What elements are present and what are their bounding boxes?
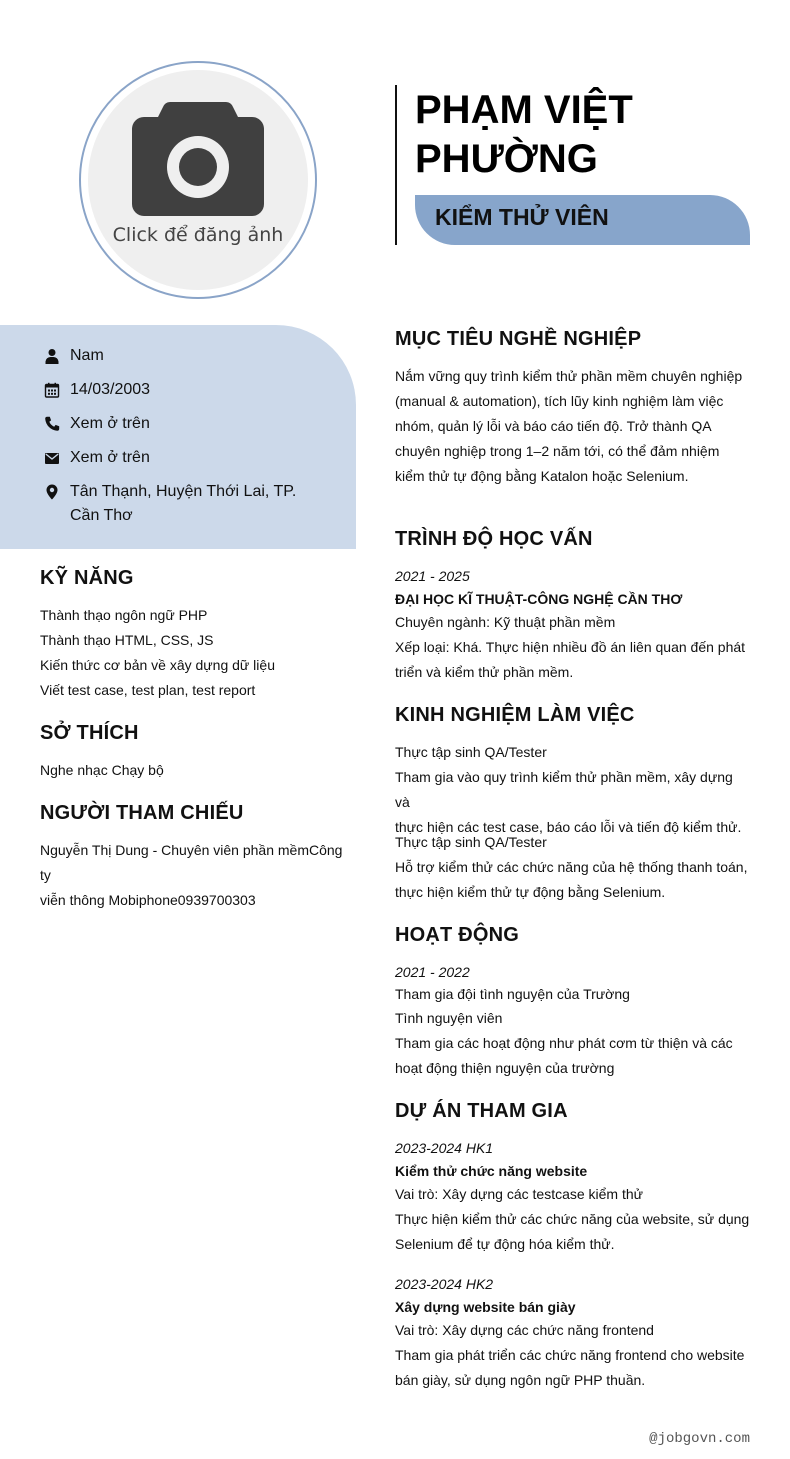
experience-role: Thực tập sinh QA/Tester (395, 834, 547, 850)
project-period: 2023-2024 HK2 (395, 1276, 494, 1292)
reference-line-2: viễn thông Mobiphone0939700303 (40, 892, 256, 908)
objective-line: chuyên nghiệp trong 1–2 năm tới, có thể đảm nhiệm (395, 443, 720, 459)
objective-line: (manual & automation), tích lũy kinh nghiệm làm việc (395, 393, 724, 409)
objective-heading: MỤC TIÊU NGHỀ NGHIỆP (395, 328, 642, 350)
contact-gender (44, 344, 334, 368)
projects-heading: DỰ ÁN THAM GIA (395, 1100, 568, 1122)
project-body (395, 1318, 750, 1393)
skills-heading: KỸ NĂNG (40, 567, 134, 589)
education-detail (395, 635, 750, 685)
activities-org: Tham gia đội tình nguyện của Trường (395, 986, 630, 1002)
experience-desc-line: Tham gia vào quy trình kiểm thử phần mềm, xây dựng và (395, 769, 733, 810)
skill-item: Kiến thức cơ bản về xây dựng dữ liệu (40, 657, 275, 673)
camera-icon[interactable] (132, 102, 264, 216)
activities-desc (395, 1031, 750, 1081)
phone-icon (44, 412, 70, 436)
project-body (395, 1182, 750, 1257)
avatar-caption[interactable]: Click để đăng ảnh (112, 224, 284, 246)
hobbies-heading: SỞ THÍCH (40, 722, 139, 744)
objective-line: Nắm vững quy trình kiểm thử phần mềm chuyên nghiệp (395, 368, 743, 384)
references-heading: NGƯỜI THAM CHIẾU (40, 802, 244, 824)
project-name: Kiểm thử chức năng website (395, 1163, 588, 1179)
objective-line: nhóm, quản lý lỗi và báo cáo tiến độ. Trở thành QA (395, 418, 712, 434)
project-desc-line: bán giày, sử dụng ngôn ngữ PHP thuần. (395, 1372, 646, 1388)
contact-birthday (44, 378, 334, 402)
contact-address (44, 480, 334, 528)
address-line-2: Cần Thơ (70, 507, 133, 524)
project-period: 2023-2024 HK1 (395, 1140, 494, 1156)
experience-role: Thực tập sinh QA/Tester (395, 744, 547, 760)
objective-text (395, 364, 750, 489)
contact-phone (44, 412, 334, 436)
activities-desc-line: Tham gia các hoạt động như phát cơm từ thiện và các (395, 1035, 733, 1051)
person-icon (44, 344, 70, 368)
experience-heading: KINH NGHIỆM LÀM VIỆC (395, 704, 635, 726)
name-divider (395, 85, 397, 245)
job-title: KIỂM THỬ VIÊN (435, 204, 609, 230)
name-line-2: PHƯỜNG (415, 137, 598, 181)
education-detail-line-1: Xếp loại: Khá. Thực hiện nhiều đồ án liên quan đến phát (395, 639, 746, 655)
candidate-name (415, 86, 755, 184)
experience-item (395, 740, 750, 840)
mail-icon (44, 446, 70, 470)
education-detail-line-2: triển và kiểm thử phần mềm. (395, 664, 574, 680)
skill-item: Viết test case, test plan, test report (40, 682, 256, 698)
objective-line: kiểm thử tự động bằng Katalon hoặc Selenium. (395, 468, 689, 484)
experience-desc-line: thực hiện kiểm thử tự động bằng Selenium. (395, 884, 666, 900)
birthday-value: 14/03/2003 (70, 381, 151, 398)
project-role: Vai trò: Xây dựng các testcase kiểm thử (395, 1186, 644, 1202)
activities-period: 2021 - 2022 (395, 964, 470, 980)
address-value (70, 480, 296, 528)
footer-watermark: @jobgovn.com (649, 1431, 750, 1447)
activities-desc-line: hoạt động thiện nguyện của trường (395, 1060, 615, 1076)
education-major: Chuyên ngành: Kỹ thuật phần mềm (395, 614, 616, 630)
calendar-icon (44, 378, 70, 402)
gender-value: Nam (70, 347, 104, 364)
experience-desc-line: Hỗ trợ kiểm thử các chức năng của hệ thống thanh toán, (395, 859, 748, 875)
experience-desc-line: thực hiện các test case, báo cáo lỗi và tiến độ kiểm thử. (395, 819, 742, 835)
education-heading: TRÌNH ĐỘ HỌC VẤN (395, 528, 593, 550)
activities-heading: HOẠT ĐỘNG (395, 924, 520, 946)
address-line-1: Tân Thạnh, Huyện Thới Lai, TP. (70, 483, 297, 500)
education-period: 2021 - 2025 (395, 568, 470, 584)
location-pin-icon (44, 480, 70, 504)
contact-email (44, 446, 334, 470)
project-role: Vai trò: Xây dựng các chức năng frontend (395, 1322, 654, 1338)
project-name: Xây dựng website bán giày (395, 1299, 576, 1315)
skill-item: Thành thạo HTML, CSS, JS (40, 632, 214, 648)
skill-item: Thành thạo ngôn ngữ PHP (40, 607, 208, 623)
activities-role: Tình nguyện viên (395, 1010, 503, 1026)
project-desc-line: Selenium để tự động hóa kiểm thử. (395, 1236, 615, 1252)
reference-line-1: Nguyễn Thị Dung - Chuyên viên phần mềmCông ty (40, 842, 343, 883)
name-line-1: PHẠM VIỆT (415, 88, 633, 132)
phone-value: Xem ở trên (70, 415, 150, 432)
experience-item (395, 830, 750, 905)
hobbies-text: Nghe nhạc Chạy bộ (40, 762, 164, 778)
project-desc-line: Tham gia phát triển các chức năng frontend cho website (395, 1347, 745, 1363)
education-school: ĐẠI HỌC KĨ THUẬT-CÔNG NGHỆ CẦN THƠ (395, 591, 683, 607)
references-text (40, 838, 352, 913)
email-value: Xem ở trên (70, 449, 150, 466)
project-desc-line: Thực hiện kiểm thử các chức năng của website, sử dụng (395, 1211, 750, 1227)
